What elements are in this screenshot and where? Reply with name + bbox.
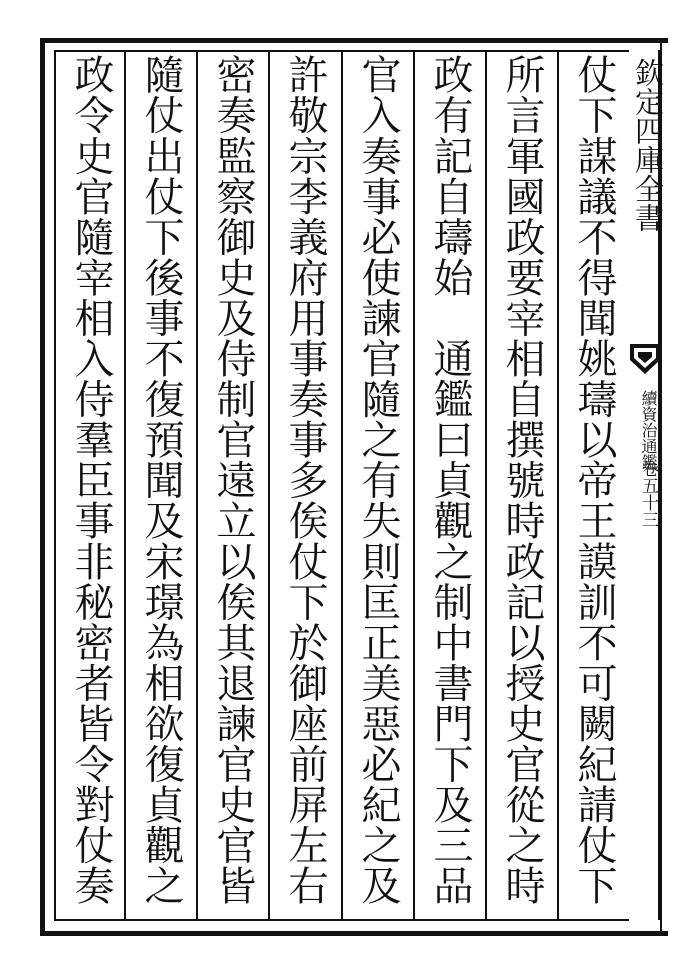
column-text: 密奏監察御史及侍制官遠立以俟其退諫官史官皆 [210,54,256,906]
column-text: 許敬宗李義府用事奏事多俟仗下於御座前屏左右 [282,54,328,906]
column-text: 官入奏事必使諫官隨之有失則匡正美惡必紀之及 [355,54,401,906]
book-title: 欽定四庫全書 [631,58,665,232]
text-column-4 [343,54,413,918]
margin-strip [628,50,665,920]
fish-tail-icon [630,340,660,376]
text-column-7 [126,54,196,918]
margin-rule [658,50,660,920]
column-text: 政令史官隨宰相入侍羣臣事非秘密者皆令對仗奏 [68,54,114,906]
sub-title: 續資治通鑑 [639,390,658,470]
text-column-1 [559,54,629,918]
column-text: 所言軍國政要宰相自撰號時政記以授史官從之時 [499,54,545,906]
column-text: 隨仗出仗下後事不復預聞及宋璟為相欲復貞觀之 [138,54,184,906]
text-column-5 [270,54,340,918]
volume-label: 卷五十三 [638,460,658,528]
text-column-6 [198,54,268,918]
text-column-3 [415,54,485,918]
column-text: 政有記自璹始 通鑑曰貞觀之制中書門下及三品 [427,54,473,906]
column-text: 仗下謀議不得聞姚璹以帝王謨訓不可闕紀請仗下 [571,54,617,906]
text-column-2 [487,54,557,918]
text-column-8 [56,54,126,918]
